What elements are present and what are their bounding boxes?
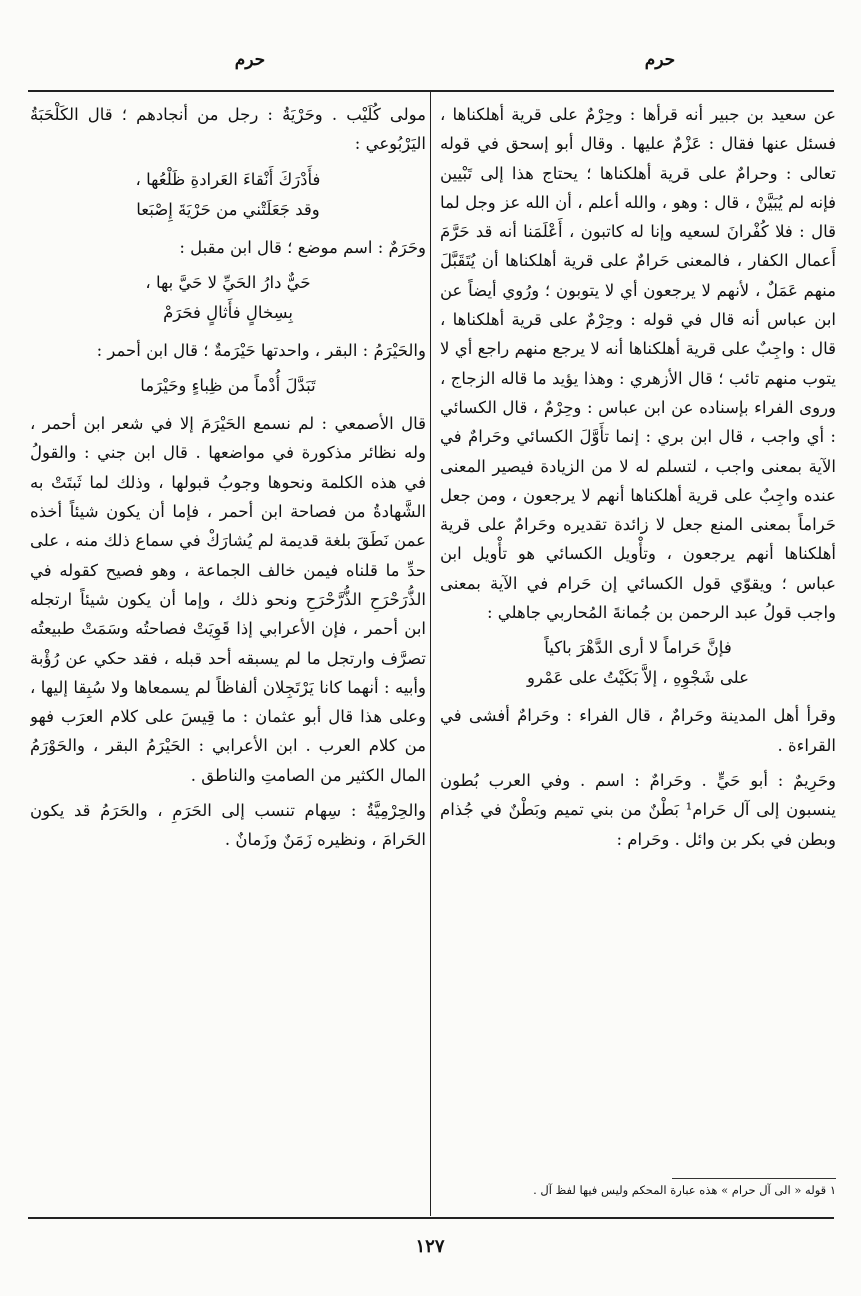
verse-line: حَيٌّ دارُ الحَيِّ لا حَيَّ بها ، [145,272,311,292]
footnote-rule [672,1178,836,1179]
verse-line: تَبَدَّلَ أُدْماً من ظِباءٍ وحَيْرَما [140,376,316,396]
verse-line: فأَدْرَكَ أَنْقاءَ العَرادةِ ظَلْعُها ، [135,169,321,189]
paragraph: قال الأصمعي : لم نسمع الحَيْرَمَ إلا في شعر ابن أحمر ، وله نظائر مذكورة في مواضعها . قال ابن جني : والقولُ في هذه الكلمة ونحوها وجوبُ قبولها ، وذلك لما ثَبتَتْ به الشَّهادةُ من فصاحة ابن أحمر ، فإما أن يكون شيئاً أخذه عمن نَطَقَ بلغة قديمة لم يُشارَكْ في سماع ذلك منه ، على حدِّ ما قلناه فيمن خالف الجماعة ، وهو فصيح كقوله في الذُّرَحْرَحِ الذُّرَّحْرَحِ ونحو ذلك ، وإما أن يكون شيئاً ارتجله ابن أحمر ، فإن الأعرابي إذا قَوِيَتْ فصاحتُه وسَمَتْ طبيعتُه تصرَّف وارتجل ما لم يسبقه أحد قبله ، فقد حكي عن رُؤْبة وأبيه : أنهما كانا يَرْتَجِلان ألفاظاً لم يسمعاها ولا سُبِقا إليها ، وعلى هذا قال أبو عثمان : ما قِيسَ على كلام العرَب فهو من كلام العرب . ابن الأعرابي : الحَيْرَمُ البقر ، والحَوْرَمُ المال الكثير من الصامتِ والناطق . [30,414,426,785]
verse [440,633,836,693]
footer-rule [28,1217,834,1219]
verse-line: وقد جَعَلَتْني من حَرْيَةَ إِصْبَعا [136,199,320,219]
verse-line: فإنَّ حَراماً لا أرى الدَّهْرَ باكياً [544,638,732,658]
paragraph: وحَرِيمٌ : أبو حَيٍّ . وحَرامٌ : اسم . وفي العرب بُطون ينسبون إلى آل حَرام¹ بَطْنٌ من بني تميم وبَطْنٌ في جُذام وبطن في بكر بن وائل . وحَرام : [440,770,836,849]
running-header-left: حرم [234,50,266,70]
column-divider [430,92,431,1216]
verse [30,371,426,401]
page-number: ١٢٧ [415,1236,445,1257]
header-rule [28,90,834,92]
paragraph: مولى كُلَيْب . وحَرْيَةُ : رجل من أنجادهم ؛ قال الكَلْحَبَةُ اليَرْبُوعي : [30,105,426,154]
verse [30,165,426,225]
footnote: ١ قوله « الى آل حرام » هذه عبارة المحكم وليس فيها لفظ آل . [533,1183,836,1197]
verse-line: على شَجْوِهِ ، إلاَّ بَكَيْتُ على عَمْرو [527,668,749,688]
right-column [440,100,836,1180]
paragraph: وقرأ أهل المدينة وحَرامٌ ، قال الفراء : وحَرامٌ أفشى في القراءة . [440,706,836,755]
verse [30,268,426,328]
left-column [30,100,426,1210]
paragraph: عن سعيد بن جبير أنه قرأها : وحِرْمٌ على قرية أهلكناها ، فسئل عنها فقال : عَزْمٌ عليها . وقال أبو إسحق في قوله تعالى : وحرامٌ على قرية أهلكناها ؛ يحتاج هذا إلى تَبْيين فإنه لم يُبَيَّنْ ، قال : وهو ، والله أعلم ، أن الله عز وجل لما قال : فلا كُفْرانَ لسعيه وإنا له كاتبون ، أَعْلَمَنا أنه قد حَرَّمَ أَعمال الكفار ، فالمعنى حَرامٌ على قرية أهلكناها أن يُتَقَبَّلَ منهم عَمَلٌ ، لأنهم لا يرجعون أي لا يتوبون ؛ ورُوي أيضاً عن ابن عباس أنه قال في قوله : وحِرْمٌ على قرية أهلكناها ، قال : واجِبٌ على قرية أهلكناها أنه لا يرجع منهم راجع أي لا يتوب منهم تائب ؛ قال الأزهري : وهذا يؤيد ما قاله الزجاج ، وروى الفراء بإسناده عن ابن عباس : وحِرْمٌ ، قال الكسائي : أي واجب ، قال ابن بري : إنما تأَوَّلَ الكسائي وحَرامٌ في الآية بمعنى واجب ، لتسلم له لا من الزيادة فيصير المعنى عنده واجِبٌ على قرية أهلكناها أنهم لا يرجعون ، ومن جعل حَراماً بمعنى المنع جعل لا زائدة تقديره وحَرامٌ على قرية أهلكناها أنهم يرجعون ، وتأْويل الكسائي هو تأْويل ابن عباس ؛ ويقوّي قول الكسائي إن حَرام في الآية بمعنى واجب قولُ عبد الرحمن بن جُمانةَ المُحاربي جاهلي : [440,105,836,623]
running-header-right: حرم [644,50,676,70]
paragraph: والحِرْمِيَّةُ : سِهام تنسب إلى الحَرَمِ ، والحَرَمُ قد يكون الحَرامَ ، ونظيره زَمَنٌ وزَمانٌ . [30,801,426,850]
paragraph: وحَرَمٌ : اسم موضع ؛ قال ابن مقبل : [179,237,426,257]
paragraph: والحَيْرَمُ : البقر ، واحدتها حَيْرَمةٌ ؛ قال ابن أحمر : [96,340,426,360]
verse-line: بِسِخالٍ فأَثالٍ فحَرَمْ [163,302,293,322]
